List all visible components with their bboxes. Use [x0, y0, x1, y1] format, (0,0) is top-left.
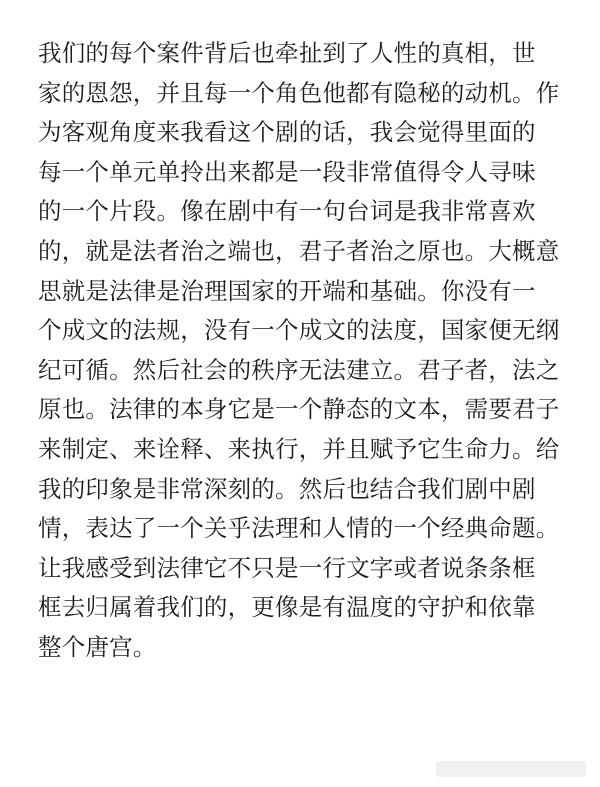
- text-line: 来制定、来诠释、来执行，并且赋予它生命力。给: [38, 434, 560, 463]
- article-body: [38, 34, 593, 668]
- text-line: 整个唐宫。: [38, 632, 157, 661]
- text-line: 家的恩怨，并且每一个角色他都有隐秘的动机。作: [38, 78, 560, 107]
- text-line: 的一个片段。像在剧中有一句台词是我非常喜欢: [38, 197, 536, 226]
- text-line: 原也。法律的本身它是一个静态的文本，需要君子: [38, 395, 560, 424]
- text-line: 个成文的法规，没有一个成文的法度，国家便无纲: [38, 316, 560, 345]
- text-line: 让我感受到法律它不只是一行文字或者说条条框: [38, 553, 536, 582]
- text-line: 为客观角度来我看这个剧的话，我会觉得里面的: [38, 118, 536, 147]
- text-line: 每一个单元单拎出来都是一段非常值得令人寻味: [38, 157, 536, 186]
- text-line: 我的印象是非常深刻的。然后也结合我们剧中剧: [38, 474, 536, 503]
- text-line: 我们的每个案件背后也牵扯到了人性的真相，世: [38, 39, 536, 67]
- text-line: 思就是法律是治理国家的开端和基础。你没有一: [38, 276, 536, 305]
- text-line: 情，表达了一个关乎法理和人情的一个经典命题。: [38, 514, 560, 543]
- text-line: 的，就是法者治之端也，君子者治之原也。大概意: [38, 236, 560, 265]
- watermark: [436, 761, 586, 777]
- text-line: 框去归属着我们的，更像是有温度的守护和依靠: [38, 593, 536, 622]
- text-line: 纪可循。然后社会的秩序无法建立。君子者，法之: [38, 355, 560, 384]
